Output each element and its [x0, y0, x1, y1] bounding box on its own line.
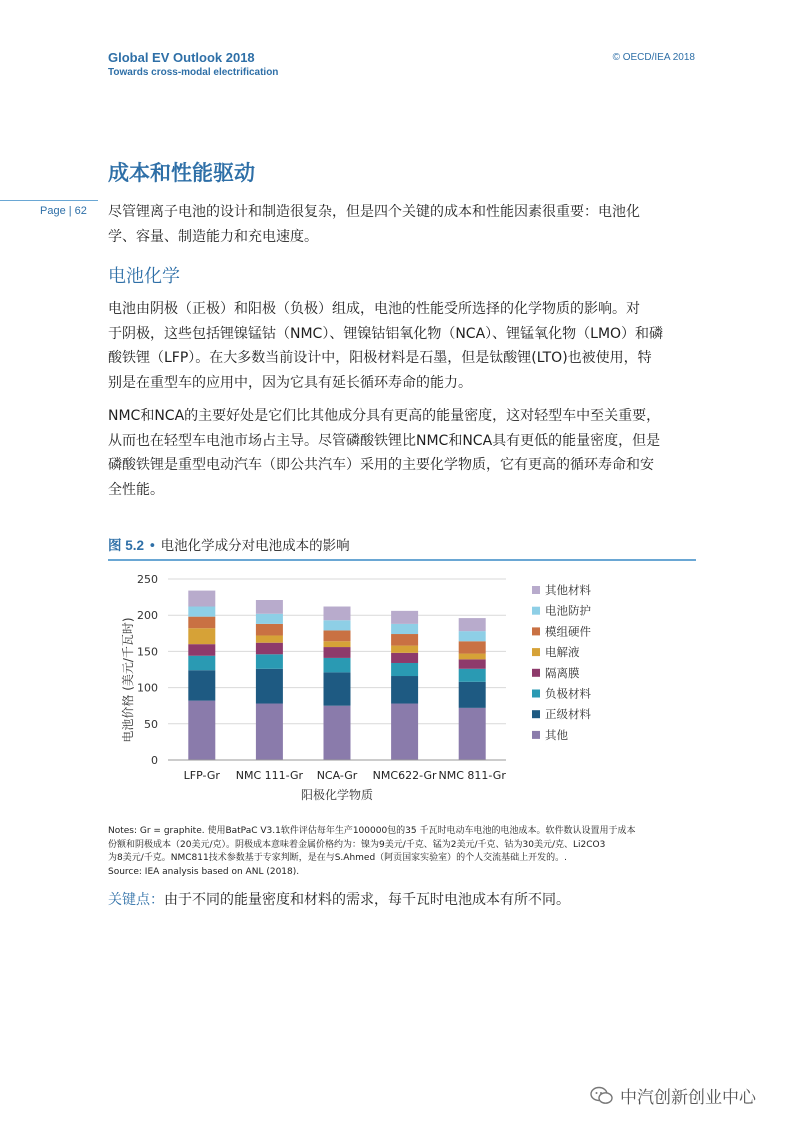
- bar-segment: [256, 600, 283, 614]
- bar-segment: [256, 635, 283, 642]
- bar-segment: [324, 672, 351, 705]
- bar-segment: [188, 656, 215, 670]
- y-tick-labels: [137, 573, 158, 767]
- bar-segment: [188, 628, 215, 644]
- legend-label: 模组硬件: [545, 624, 591, 639]
- bar-segment: [459, 618, 486, 631]
- bar-segment: [324, 620, 351, 630]
- bar-segment: [459, 708, 486, 760]
- bar-segment: [459, 669, 486, 682]
- legend-label: 其他: [545, 727, 568, 742]
- legend-label: 正级材料: [545, 707, 591, 722]
- bar-segment: [324, 658, 351, 672]
- paragraph-line: 电池由阴极（正极）和阳极（负极）组成，电池的性能受所选择的化学物质的影响。对: [108, 301, 640, 317]
- bar-segment: [459, 654, 486, 660]
- legend-swatch: [532, 669, 540, 677]
- y-tick-label: 50: [144, 717, 158, 731]
- legend-label: 负极材料: [545, 686, 591, 701]
- section-title: 成本和性能驱动: [108, 161, 255, 185]
- legend-swatch: [532, 731, 540, 739]
- y-axis-title: 电池价格 (美元/千瓦时): [121, 617, 135, 743]
- paragraph-line: 全性能。: [108, 481, 164, 498]
- notes-line: 份额和阴极成本（20美元/克）。阴极成本意味着金属价格约为：镍为9美元/千克、锰为2美元/千克、钴为30美元/克、Li2CO3: [108, 839, 606, 850]
- figure-rule: [108, 559, 696, 561]
- bar-segment: [459, 641, 486, 653]
- legend-label: 其他材料: [545, 583, 591, 597]
- bar-segment: [391, 653, 418, 663]
- y-tick-label: 0: [151, 754, 158, 767]
- x-tick-label: NMC622-Gr: [372, 769, 437, 782]
- wechat-icon: [590, 1085, 614, 1107]
- paragraph-1: [108, 297, 696, 395]
- key-point-label: 关键点：: [108, 892, 164, 908]
- report-subtitle: Towards cross-modal electrification: [108, 67, 279, 78]
- x-tick-label: LFP-Gr: [183, 769, 220, 782]
- figure-caption: 电池化学成分对电池成本的影响: [160, 538, 350, 554]
- legend-swatch: [532, 690, 540, 698]
- bar-segment: [256, 614, 283, 624]
- y-tick-label: 250: [137, 573, 158, 586]
- report-title: Global EV Outlook 2018: [108, 50, 255, 65]
- bar-segment: [256, 704, 283, 760]
- figure-notes: [108, 825, 700, 879]
- subsection-title: 电池化学: [108, 266, 180, 287]
- y-tick-label: 200: [137, 609, 158, 623]
- x-tick-label: NMC 111-Gr: [235, 769, 304, 782]
- bar-stacks: [188, 591, 485, 760]
- bar-segment: [459, 682, 486, 708]
- x-axis-title: 阳极化学物质: [300, 788, 374, 802]
- figure-title: [108, 534, 350, 554]
- paragraph-line: 别是在重型车的应用中，因为它具有延长循环寿命的能力。: [108, 374, 472, 391]
- bar-segment: [188, 591, 215, 607]
- paragraph-line: 于阴极，这些包括锂镍锰钴（NMC）、锂镍钴铝氧化物（NCA）、锂锰氧化物（LMO）和磷: [108, 325, 664, 342]
- key-point-text: 由于不同的能量密度和材料的需求，每千瓦时电池成本有所不同。: [164, 892, 570, 908]
- paragraph-line: 磷酸铁锂是重型电动汽车（即公共汽车）采用的主要化学物质，它有更高的循环寿命和安: [108, 457, 654, 473]
- legend-label: 隔离膜: [545, 665, 580, 680]
- bar-segment: [256, 669, 283, 704]
- x-tick-label: NCA-Gr: [316, 769, 358, 782]
- stacked-bar-chart: [108, 562, 696, 818]
- legend-swatch: [532, 607, 540, 615]
- legend-swatch: [532, 648, 540, 656]
- paragraph-2: [108, 404, 696, 502]
- source-line: Source: IEA analysis based on ANL (2018).: [108, 866, 300, 877]
- notes-line: Notes: Gr = graphite. 使用BatPaC V3.1软件评估每年生产100000包的35 千瓦时电动车电池的电池成本。软件数认设置用于成本: [108, 826, 636, 836]
- bar-segment: [188, 670, 215, 700]
- paragraph-line: NMC和NCA的主要好处是它们比其他成分具有更高的能量密度，这对轻型车中至关重要，: [108, 408, 661, 424]
- bar-segment: [459, 659, 486, 668]
- intro-paragraph: [108, 200, 696, 249]
- bar-segment: [188, 644, 215, 656]
- bar-segment: [188, 617, 215, 629]
- bar-segment: [256, 643, 283, 655]
- legend-label: 电池防护: [545, 603, 591, 618]
- watermark: [590, 1083, 756, 1108]
- chart-legend: [532, 583, 591, 742]
- bar-segment: [324, 706, 351, 760]
- x-tick-labels: [184, 769, 507, 782]
- figure-number: 图 5.2: [108, 538, 145, 553]
- bar-segment: [188, 607, 215, 617]
- intro-line: 尽管锂离子电池的设计和制造很复杂，但是四个关键的成本和性能因素很重要：电池化: [108, 204, 640, 220]
- page-number: Page | 62: [40, 205, 87, 217]
- chart-container: [108, 562, 696, 818]
- bar-segment: [256, 624, 283, 636]
- bar-segment: [324, 607, 351, 621]
- bar-segment: [256, 654, 283, 668]
- legend-swatch: [532, 627, 540, 635]
- notes-line: 为8美元/千克。NMC811技术参数基于专家判断，是在与S.Ahmed（阿贡国家实验室）的个人交流基础上开发的。.: [108, 853, 568, 863]
- bar-segment: [391, 611, 418, 624]
- figure-bullet: •: [148, 538, 157, 554]
- y-tick-label: 100: [137, 681, 158, 695]
- bar-segment: [391, 676, 418, 704]
- bar-segment: [324, 647, 351, 658]
- key-point: [108, 889, 570, 909]
- copyright: © OECD/IEA 2018: [612, 52, 695, 63]
- bar-segment: [391, 634, 418, 646]
- bar-segment: [391, 663, 418, 676]
- paragraph-line: 从而也在轻型车电池市场占主导。尽管磷酸铁锂比NMC和NCA具有更低的能量密度，但是: [108, 432, 661, 449]
- bar-segment: [324, 641, 351, 647]
- bar-segment: [391, 646, 418, 653]
- watermark-text: 中汽创新创业中心: [620, 1088, 756, 1108]
- intro-line: 学、容量、制造能力和充电速度。: [108, 228, 318, 245]
- paragraph-line: 酸铁锂（LFP）。在大多数当前设计中，阳极材料是石墨，但是钛酸锂(LTO)也被使用，特: [108, 350, 652, 366]
- legend-swatch: [532, 586, 540, 594]
- legend-swatch: [532, 710, 540, 718]
- bar-segment: [459, 631, 486, 641]
- bar-segment: [188, 701, 215, 760]
- bar-segment: [324, 630, 351, 641]
- x-tick-label: NMC 811-Gr: [438, 769, 506, 782]
- bar-segment: [391, 704, 418, 760]
- y-tick-label: 150: [137, 645, 158, 659]
- bar-segment: [391, 624, 418, 634]
- page-divider: [0, 200, 98, 201]
- legend-label: 电解液: [545, 645, 580, 660]
